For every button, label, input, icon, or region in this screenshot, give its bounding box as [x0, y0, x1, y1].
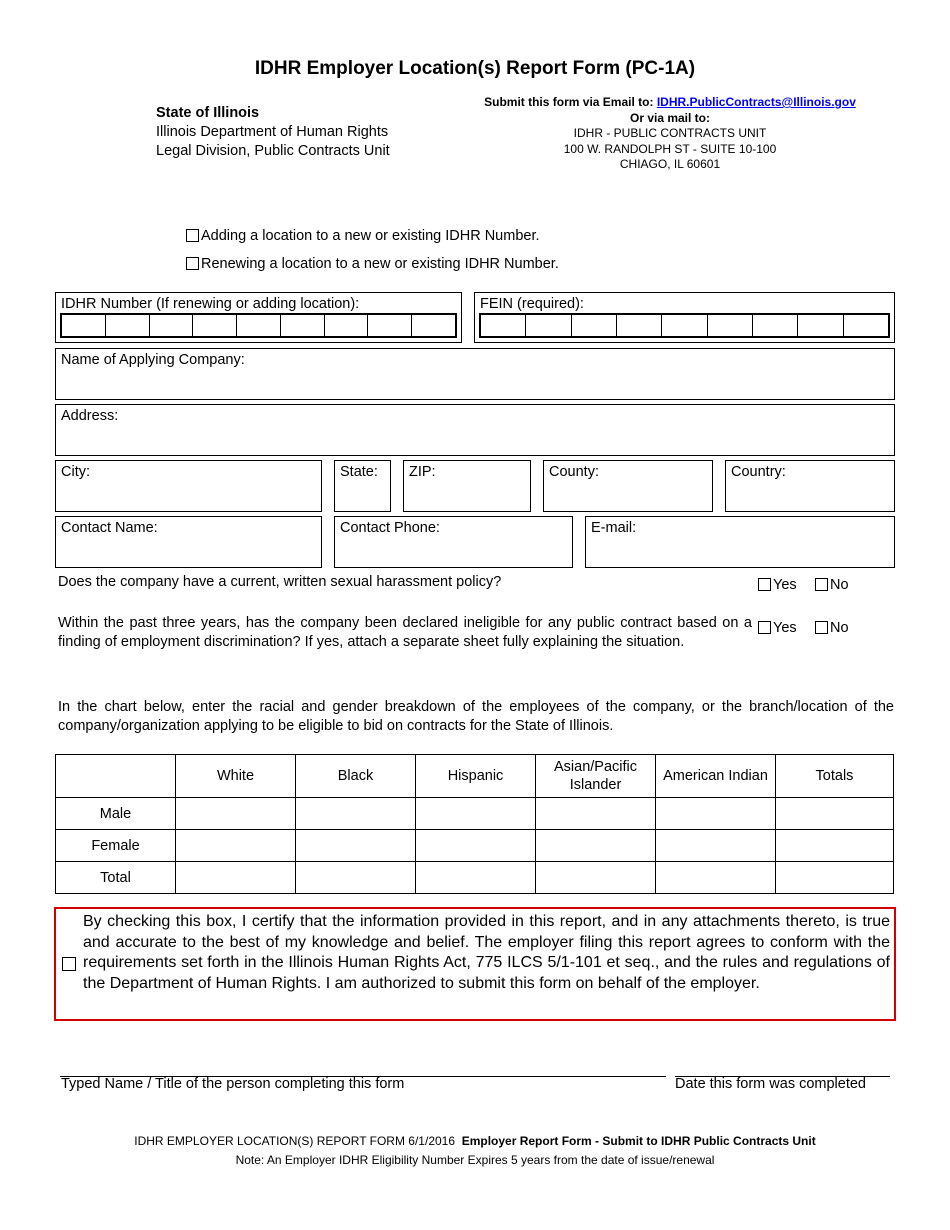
agency-division: Legal Division, Public Contracts Unit [156, 143, 390, 159]
employee-breakdown-table [55, 754, 894, 894]
typed-name-label: Typed Name / Title of the person completing this form [61, 1076, 405, 1092]
idhr-digit-box[interactable] [325, 315, 369, 336]
date-label: Date this form was completed [675, 1076, 866, 1092]
column-header: Totals [776, 755, 894, 798]
idhr-digit-box[interactable] [106, 315, 150, 336]
table-cell[interactable] [776, 862, 894, 894]
policy-no-option [815, 577, 849, 593]
row-header: Total [56, 862, 176, 894]
policy-no-label: No [830, 577, 849, 593]
fein-digit-box[interactable] [662, 315, 707, 336]
agency-block [156, 104, 390, 161]
fein-digit-box[interactable] [708, 315, 753, 336]
mail-address-line-3: CHIAGO, IL 60601 [619, 157, 721, 171]
table-cell[interactable] [416, 862, 536, 894]
footer-line-1 [0, 1134, 950, 1148]
table-cell[interactable] [416, 798, 536, 830]
fein-digit-box[interactable] [481, 315, 526, 336]
ineligible-no-option [815, 620, 849, 636]
column-header: White [176, 755, 296, 798]
column-header: Asian/Pacific Islander [536, 755, 656, 798]
footer-form-id: IDHR EMPLOYER LOCATION(S) REPORT FORM 6/1/2016 [134, 1134, 456, 1148]
table-corner-cell [56, 755, 176, 798]
state-field[interactable] [334, 460, 391, 512]
state-label: State: [340, 464, 378, 480]
table-cell[interactable] [416, 830, 536, 862]
table-row [56, 862, 894, 894]
table-cell[interactable] [536, 830, 656, 862]
address-field[interactable] [55, 404, 895, 456]
column-header: Hispanic [416, 755, 536, 798]
adding-option [186, 228, 540, 244]
policy-yes-checkbox[interactable] [758, 578, 771, 591]
address-label: Address: [61, 408, 119, 424]
column-header: American Indian [656, 755, 776, 798]
contact-phone-label: Contact Phone: [340, 520, 440, 536]
ineligible-no-checkbox[interactable] [815, 621, 828, 634]
mail-address-line-1: IDHR - PUBLIC CONTRACTS UNIT [573, 126, 767, 140]
mail-label: Or via mail to: [629, 110, 711, 125]
policy-yes-option [758, 577, 797, 593]
zip-label: ZIP: [409, 464, 436, 480]
fein-digit-box[interactable] [572, 315, 617, 336]
table-header-row [56, 755, 894, 798]
mail-address-line-2: 100 W. RANDOLPH ST - SUITE 10-100 [563, 141, 777, 156]
policy-yes-label: Yes [773, 577, 797, 593]
table-cell[interactable] [656, 830, 776, 862]
idhr-digit-box[interactable] [368, 315, 412, 336]
ineligible-no-label: No [830, 620, 849, 636]
contact-phone-field[interactable] [334, 516, 573, 568]
table-cell[interactable] [296, 798, 416, 830]
table-cell[interactable] [776, 798, 894, 830]
row-header: Female [56, 830, 176, 862]
renewing-label: Renewing a location to a new or existing IDHR Number. [201, 256, 559, 272]
fein-digit-box[interactable] [844, 315, 888, 336]
table-cell[interactable] [536, 862, 656, 894]
zip-field[interactable] [403, 460, 531, 512]
company-name-field[interactable] [55, 348, 895, 400]
fein-digit-box[interactable] [617, 315, 662, 336]
agency-department: Illinois Department of Human Rights [156, 124, 389, 140]
city-label: City: [61, 464, 90, 480]
certification-checkbox[interactable] [62, 957, 76, 971]
table-row [56, 798, 894, 830]
ineligible-yes-option [758, 620, 797, 636]
footer-note: Note: An Employer IDHR Eligibility Number Expires 5 years from the date of issue/renewal [235, 1153, 715, 1167]
country-label: Country: [731, 464, 786, 480]
fein-digit-box[interactable] [753, 315, 798, 336]
email-field-label: E-mail: [591, 520, 637, 536]
certification-text: By checking this box, I certify that the information provided in this report, and in any attachments thereto, is true and accurate to the best of my knowledge and belief. The employer filing this report agrees to conform with the requirements set forth in the Illinois Human Rights Act, 775 ILCS 5/1-101 et seq., and the rules and regulations of the Department of Human Rights. I am authorized to submit this form on behalf of the employer. [83, 913, 890, 992]
renewing-checkbox[interactable] [186, 257, 199, 270]
idhr-digit-box[interactable] [237, 315, 281, 336]
fein-digit-box[interactable] [526, 315, 571, 336]
county-label: County: [549, 464, 599, 480]
fein-label: FEIN (required): [480, 296, 584, 312]
county-field[interactable] [543, 460, 713, 512]
policy-question: Does the company have a current, written sexual harassment policy? [58, 574, 502, 590]
form-title: IDHR Employer Location(s) Report Form (PC-1A) [254, 58, 696, 79]
adding-label: Adding a location to a new or existing IDHR Number. [201, 228, 540, 244]
policy-no-checkbox[interactable] [815, 578, 828, 591]
email-field[interactable] [585, 516, 895, 568]
idhr-digit-box[interactable] [62, 315, 106, 336]
fein-digit-boxes[interactable] [479, 313, 890, 338]
renewing-option [186, 256, 559, 272]
ineligible-yes-checkbox[interactable] [758, 621, 771, 634]
table-cell[interactable] [296, 862, 416, 894]
idhr-digit-box[interactable] [193, 315, 237, 336]
adding-checkbox[interactable] [186, 229, 199, 242]
table-cell[interactable] [776, 830, 894, 862]
idhr-digit-box[interactable] [281, 315, 325, 336]
table-cell[interactable] [656, 862, 776, 894]
email-label: Submit this form via Email to: [484, 95, 654, 109]
table-cell[interactable] [176, 862, 296, 894]
idhr-number-label: IDHR Number (If renewing or adding location): [61, 296, 360, 312]
contact-name-label: Contact Name: [61, 520, 158, 536]
fein-digit-box[interactable] [798, 315, 843, 336]
country-field[interactable] [725, 460, 895, 512]
row-header: Male [56, 798, 176, 830]
table-cell[interactable] [176, 798, 296, 830]
footer-bold-note: Employer Report Form - Submit to IDHR Public Contracts Unit [461, 1134, 816, 1148]
chart-intro: In the chart below, enter the racial and gender breakdown of the employees of the company, or the branch/location of the company/organization applying to be eligible to bid on contracts for the State of Illinois. [58, 699, 894, 734]
contact-name-field[interactable] [55, 516, 322, 568]
email-link[interactable]: IDHR.PublicContracts@Illinois.gov [656, 95, 856, 109]
table-row [56, 830, 894, 862]
company-name-label: Name of Applying Company: [61, 352, 245, 368]
table-cell[interactable] [536, 798, 656, 830]
column-header: Black [296, 755, 416, 798]
ineligible-question: Within the past three years, has the company been declared ineligible for any public contract based on a finding of employment discrimination? If yes, attach a separate sheet fully explaining the situation. [58, 615, 752, 650]
agency-state: State of Illinois [156, 105, 260, 121]
table-cell[interactable] [656, 798, 776, 830]
table-cell[interactable] [176, 830, 296, 862]
city-field[interactable] [55, 460, 322, 512]
submission-block [470, 95, 870, 173]
table-cell[interactable] [296, 830, 416, 862]
idhr-digit-box[interactable] [150, 315, 194, 336]
ineligible-yes-label: Yes [773, 620, 797, 636]
idhr-number-digit-boxes[interactable] [60, 313, 457, 338]
idhr-digit-box[interactable] [412, 315, 455, 336]
